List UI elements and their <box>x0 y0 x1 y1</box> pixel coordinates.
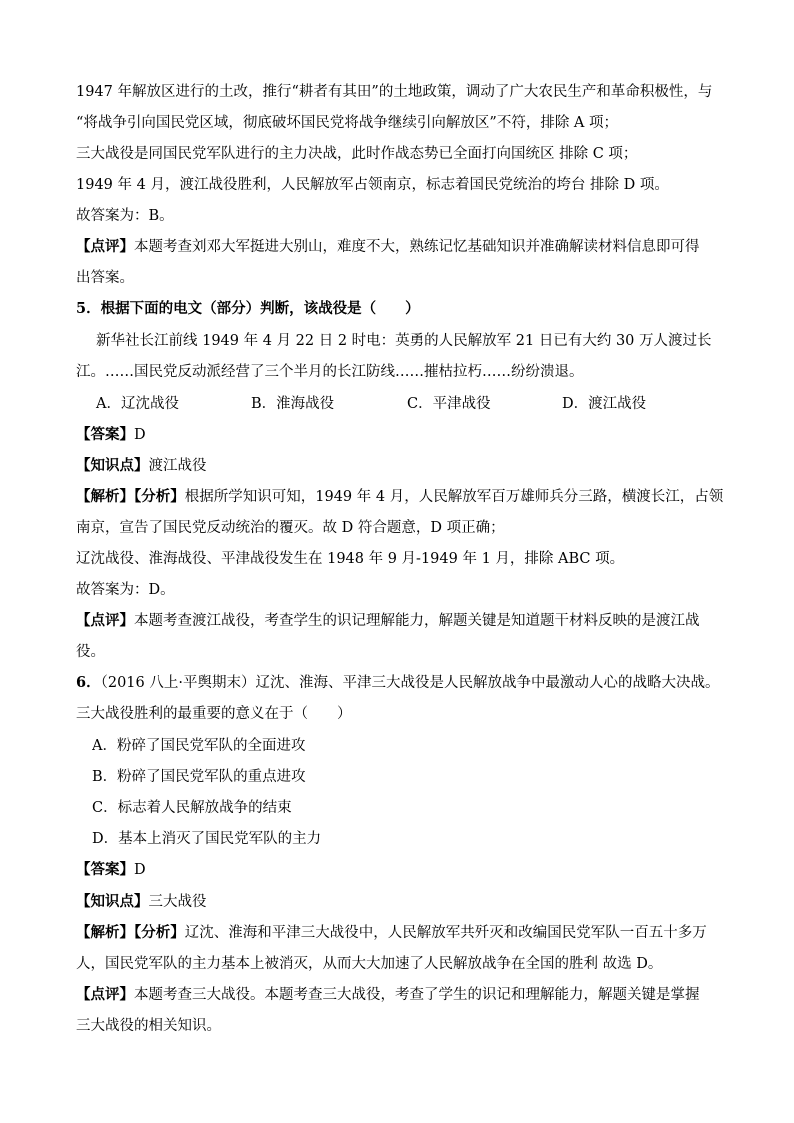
q5-analysis-cont: 南京，宣告了国民党反动统治的覆灭。故 D 符合题意，D 项正确； <box>76 520 505 536</box>
q5-option-a: A．辽沈战役 <box>96 396 179 412</box>
q4-analysis-line: “将战争引向国民党区域，彻底破坏国民党将战争继续引向解放区”不符，排除 A 项； <box>76 115 619 131</box>
q6-option-d: D．基本上消灭了国民党军队的主力 <box>92 831 322 847</box>
q6-stem-cont: 三大战役胜利的最重要的意义在于（ ） <box>76 706 352 722</box>
q4-answer-summary: 故答案为：B。 <box>76 208 174 224</box>
q5-answer-summary: 故答案为：D。 <box>76 582 175 598</box>
comment-text: 本题考查刘邓大军挺进大别山，难度不大，熟练记忆基础知识并准确解读材料信息即可得 <box>134 239 700 255</box>
q5-answer <box>76 425 726 445</box>
q5-material-line: 新华社长江前线 1949 年 4 月 22 日 2 时电：英勇的人民解放军 21 日已有大约 30 万人渡过长 <box>96 333 712 349</box>
q5-knowledge-point <box>76 456 726 476</box>
kp-tag: 【知识点】 <box>76 893 149 910</box>
answer-value: D <box>134 862 146 878</box>
analysis-text: 根据所学知识可知，1949 年 4 月，人民解放军百万雄师兵分三路，横渡长江，占领 <box>184 489 724 505</box>
q5-option-b: B．淮海战役 <box>251 396 335 412</box>
q6-number: 6． <box>76 674 101 691</box>
q6-analysis-cont: 人，国民党军队的主力基本上被消灭，从而大大加速了人民解放战争在全国的胜利 故选 D。 <box>76 956 663 972</box>
analysis-text: 辽沈、淮海和平津三大战役中，人民解放军共歼灭和改编国民党军队一百五十多万 <box>184 925 707 941</box>
q6-comment-cont: 三大战役的相关知识。 <box>76 1018 221 1034</box>
analysis-tag: 【解析】【分析】 <box>76 924 185 941</box>
q4-analysis-line: 1949 年 4 月，渡江战役胜利，人民解放军占领南京，标志着国民党统治的垮台 排除 D 项。 <box>76 177 669 193</box>
answer-tag: 【答案】 <box>76 861 134 878</box>
q4-analysis-line: 1947 年解放区进行的土改，推行“耕者有其田”的土地政策，调动了广大农民生产和革命积极性，与 <box>76 84 713 100</box>
q6-source: （2016 八上·平舆期末） <box>100 675 256 691</box>
answer-tag: 【答案】 <box>76 426 134 443</box>
comment-text: 本题考查三大战役。本题考查三大战役，考查了学生的识记和理解能力，解题关键是掌握 <box>134 987 700 1003</box>
comment-tag: 【点评】 <box>76 612 134 629</box>
q6-option-a: A．粉碎了国民党军队的全面进攻 <box>92 738 306 754</box>
comment-text: 本题考查渡江战役，考查学生的识记理解能力，解题关键是知道题干材料反映的是渡江战 <box>134 613 700 629</box>
q5-option-d: D．渡江战役 <box>562 396 647 412</box>
q5-material-line: 江。……国民党反动派经营了三个半月的长江防线……摧枯拉朽……纷纷溃退。 <box>76 364 584 380</box>
q6-stem <box>76 673 726 693</box>
q5-analysis <box>76 487 726 507</box>
q4-comment-cont: 出答案。 <box>76 270 134 286</box>
q6-analysis <box>76 923 726 943</box>
q6-stem-text: 辽沈、淮海、平津三大战役是人民解放战争中最激动人心的战略大决战。 <box>255 675 720 691</box>
q6-option-b: B．粉碎了国民党军队的重点进攻 <box>92 769 306 785</box>
analysis-tag: 【解析】【分析】 <box>76 488 185 505</box>
answer-value: D <box>134 427 146 443</box>
q5-analysis-cont: 辽沈战役、淮海战役、平津战役发生在 1948 年 9 月-1949 年 1 月，排除 ABC 项。 <box>76 551 625 567</box>
q6-answer <box>76 860 726 880</box>
kp-value: 渡江战役 <box>148 458 207 474</box>
comment-tag: 【点评】 <box>76 986 134 1003</box>
q5-stem <box>76 299 726 319</box>
q4-comment <box>76 237 726 257</box>
comment-tag: 【点评】 <box>76 238 134 255</box>
q6-comment <box>76 985 726 1005</box>
q5-comment <box>76 611 726 631</box>
q5-option-c: C．平津战役 <box>407 396 491 412</box>
q6-option-c: C．标志着人民解放战争的结束 <box>92 800 292 816</box>
kp-tag: 【知识点】 <box>76 457 149 474</box>
q5-stem-text: 5．根据下面的电文（部分）判断，该战役是（ ） <box>76 300 420 317</box>
kp-value: 三大战役 <box>148 894 207 910</box>
q4-analysis-line: 三大战役是同国民党军队进行的主力决战，此时作战态势已全面打向国统区 排除 C 项； <box>76 146 638 162</box>
q5-comment-cont: 役。 <box>76 644 105 660</box>
q6-knowledge-point <box>76 892 726 912</box>
